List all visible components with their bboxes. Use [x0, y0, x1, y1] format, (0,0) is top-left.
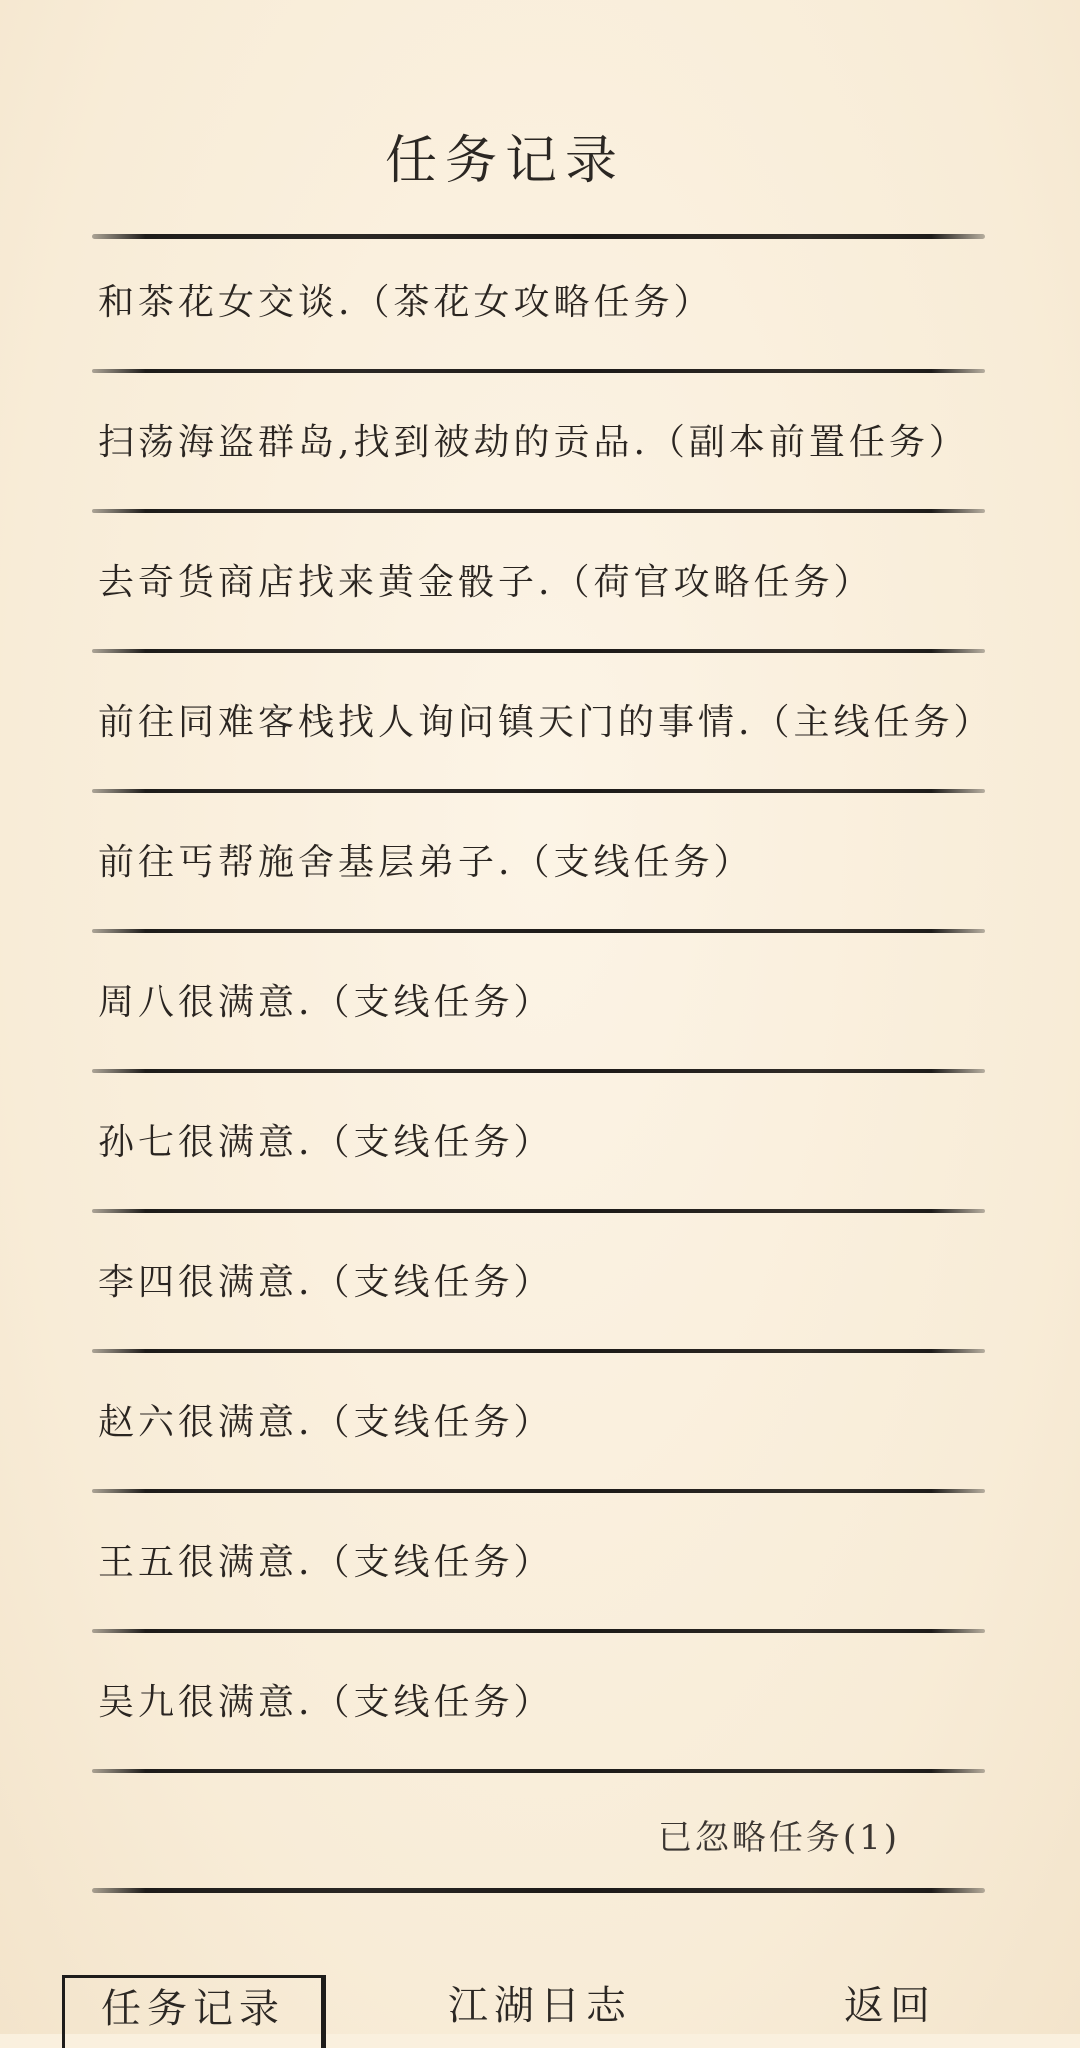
- quest-item[interactable]: 前往同难客栈找人询问镇天门的事情.（主线任务）: [98, 702, 994, 743]
- quest-item[interactable]: 扫荡海盗群岛,找到被劫的贡品.（副本前置任务）: [98, 422, 969, 463]
- tab-quest-log[interactable]: 任务记录: [62, 1975, 324, 2048]
- quest-item[interactable]: 王五很满意.（支线任务）: [98, 1542, 554, 1583]
- divider: [92, 509, 985, 513]
- quest-item[interactable]: 吴九很满意.（支线任务）: [98, 1682, 554, 1723]
- quest-item[interactable]: 和茶花女交谈.（茶花女攻略任务）: [98, 282, 714, 323]
- quest-item[interactable]: 周八很满意.（支线任务）: [98, 982, 554, 1023]
- divider: [92, 234, 985, 239]
- tab-jianghu-journal[interactable]: 江湖日志: [448, 1983, 632, 2029]
- divider: [92, 369, 985, 373]
- quest-item[interactable]: 赵六很满意.（支线任务）: [98, 1402, 554, 1443]
- divider: [92, 789, 985, 793]
- quest-item[interactable]: 孙七很满意.（支线任务）: [98, 1122, 554, 1163]
- divider: [92, 929, 985, 933]
- divider: [92, 1629, 985, 1633]
- divider: [92, 1769, 985, 1773]
- quest-item[interactable]: 李四很满意.（支线任务）: [98, 1262, 554, 1303]
- divider: [92, 649, 985, 653]
- quest-item[interactable]: 前往丐帮施舍基层弟子.（支线任务）: [98, 842, 754, 883]
- quest-item[interactable]: 去奇货商店找来黄金骰子.（荷官攻略任务）: [98, 562, 874, 603]
- ignored-quests-link[interactable]: 已忽略任务(1): [657, 1818, 900, 1858]
- bottom-tab-bar: [0, 1975, 1080, 2034]
- divider: [92, 1209, 985, 1213]
- divider: [92, 1888, 985, 1893]
- divider: [92, 1489, 985, 1493]
- divider: [92, 1069, 985, 1073]
- page-title: 任务记录: [384, 131, 625, 191]
- back-button[interactable]: 返回: [844, 1983, 936, 2029]
- divider: [92, 1349, 985, 1353]
